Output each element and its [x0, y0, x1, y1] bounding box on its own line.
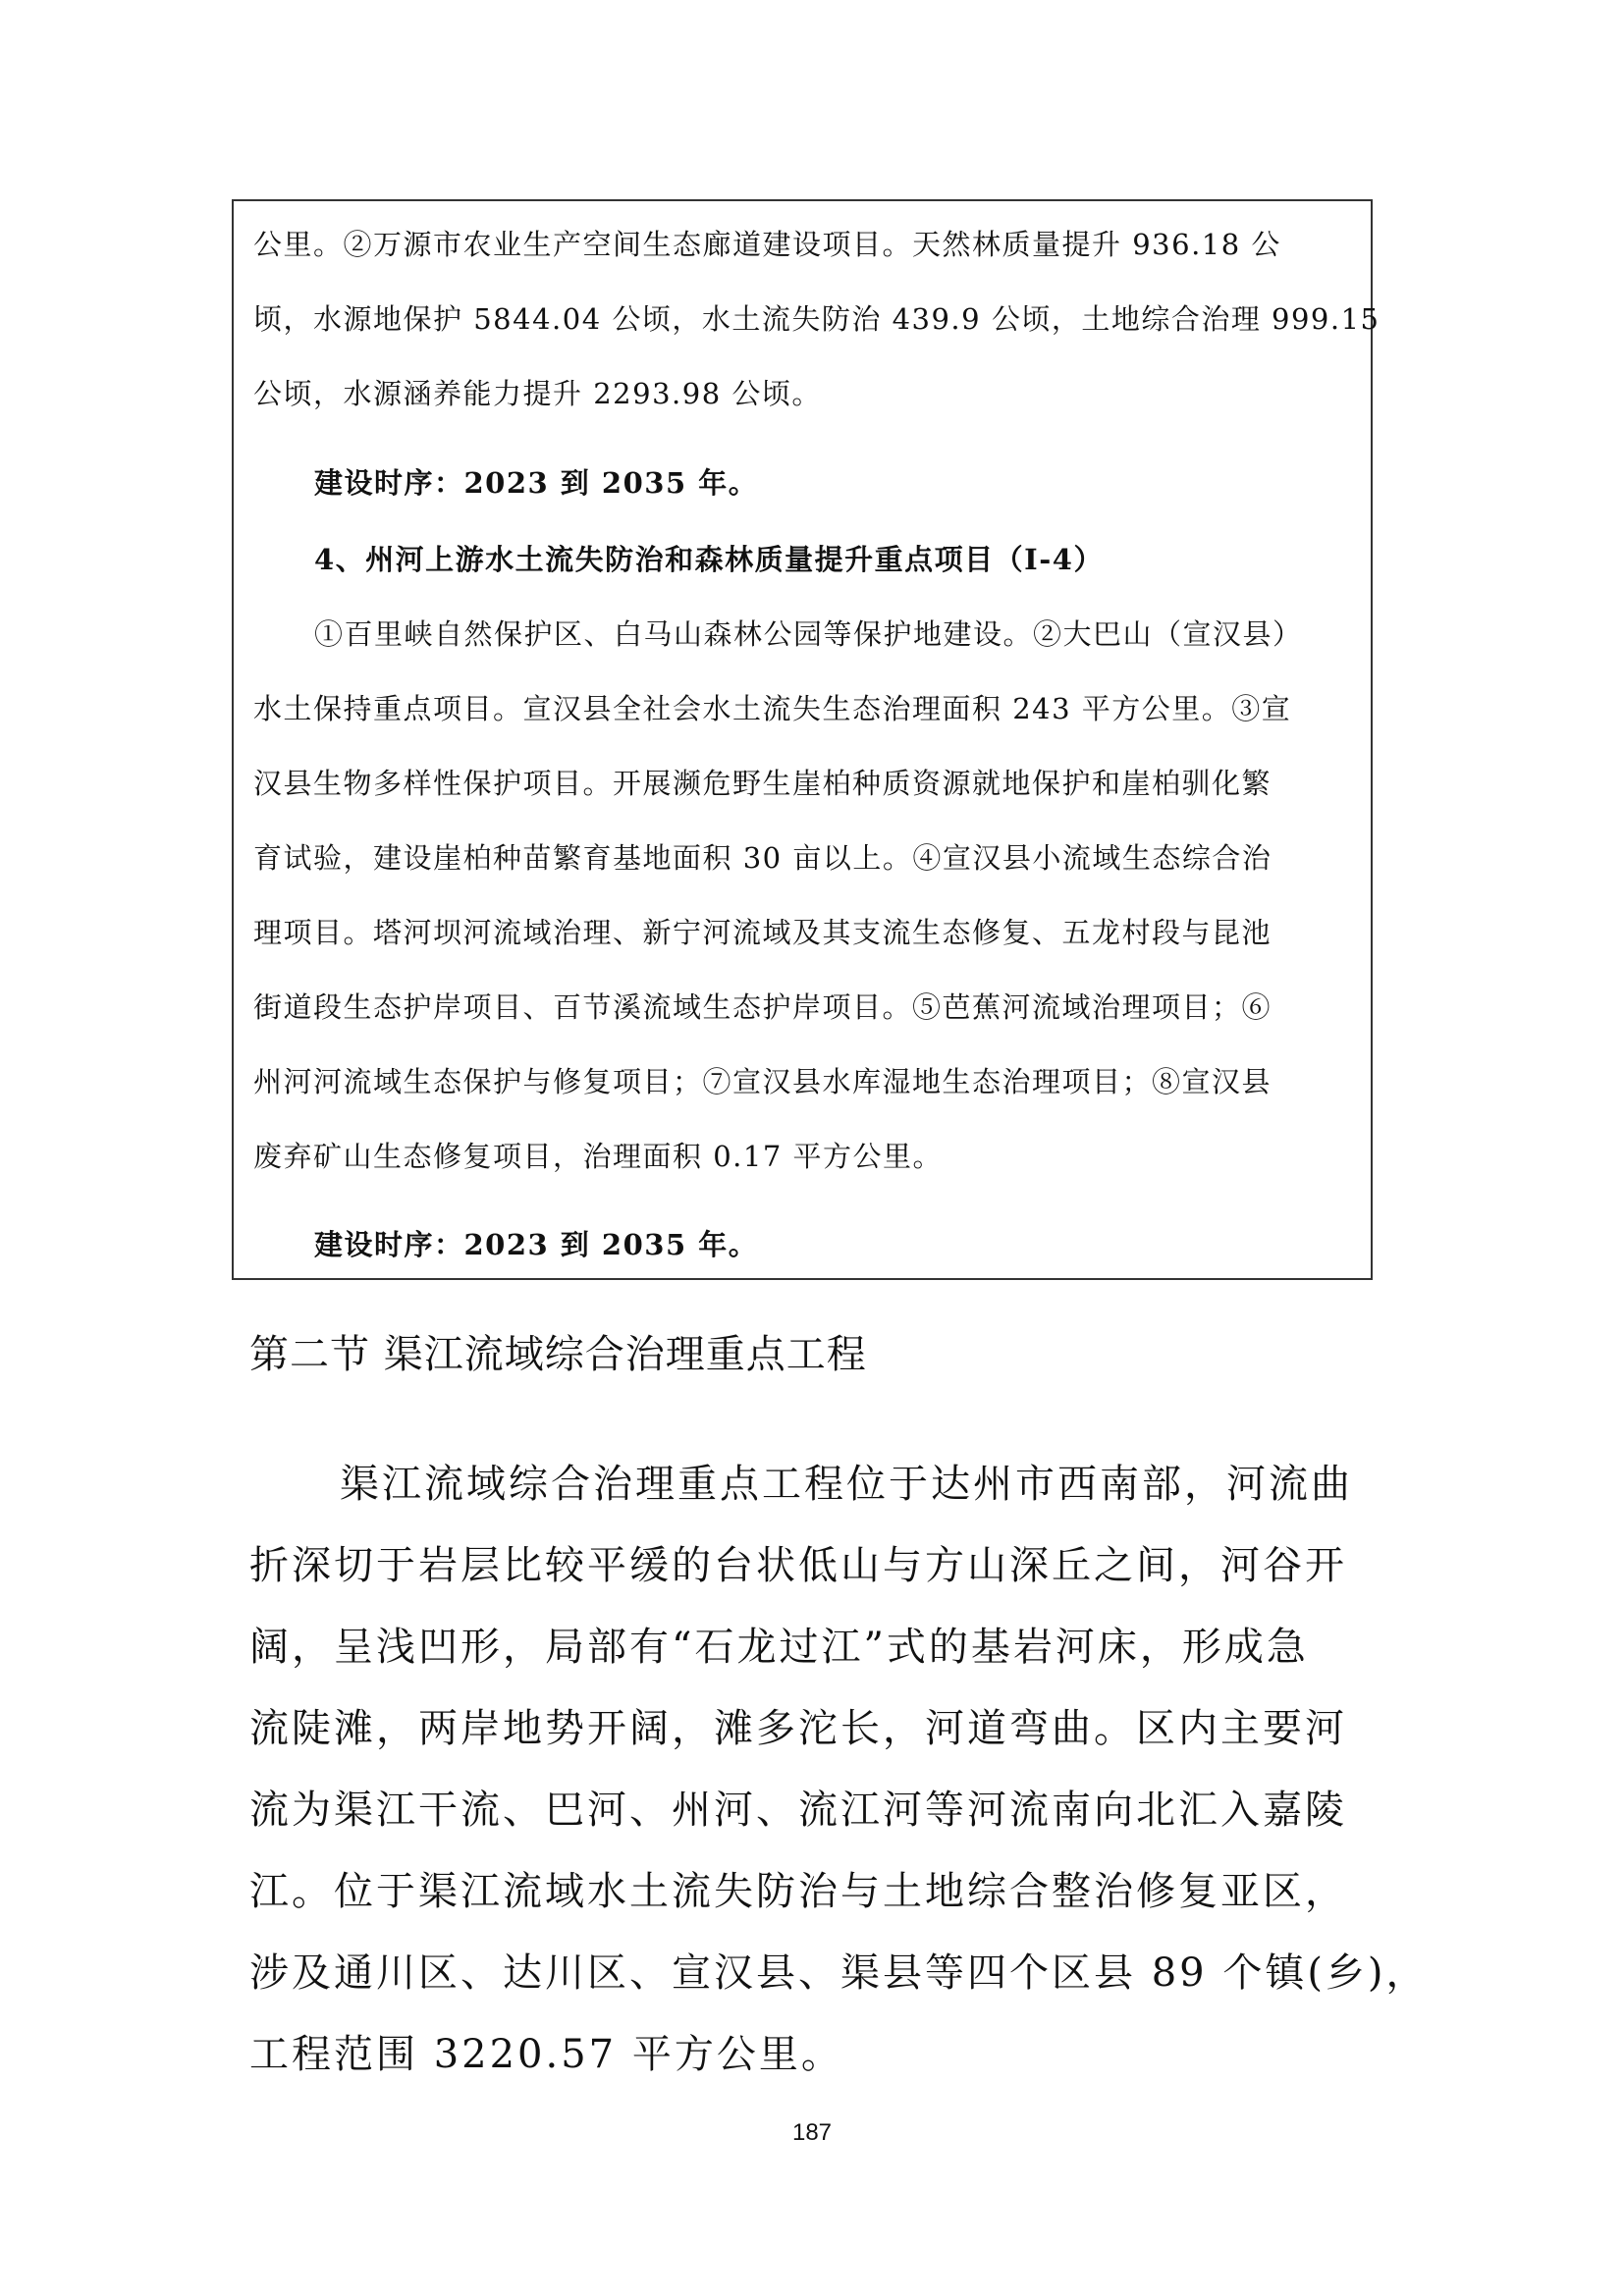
project-info-box [232, 199, 1373, 1280]
box-text-line: ①百里峡自然保护区、白马山森林公园等保护地建设。②大巴山（宣汉县） [314, 617, 1303, 651]
paragraph-line: 江。位于渠江流域水土流失防治与土地综合整治修复亚区， [249, 1869, 1347, 1914]
schedule-line: 建设时序：2023 到 2035 年。 [314, 466, 759, 500]
section-heading: 第二节 渠江流域综合治理重点工程 [249, 1332, 867, 1377]
box-text-line: 汉县生物多样性保护项目。开展濒危野生崖柏种质资源就地保护和崖柏驯化繁 [253, 767, 1272, 800]
paragraph-line: 折深切于岩层比较平缓的台状低山与方山深丘之间，河谷开 [249, 1543, 1347, 1588]
schedule-line: 建设时序：2023 到 2035 年。 [314, 1228, 759, 1261]
box-text-line: 顷，水源地保护 5844.04 公顷，水土流失防治 439.9 公顷，土地综合治理 999.15 [253, 302, 1380, 336]
paragraph-line: 流陡滩，两岸地势开阔，滩多沱长，河道弯曲。区内主要河 [249, 1706, 1347, 1751]
box-text-line: 育试验，建设崖柏种苗繁育基地面积 30 亩以上。④宣汉县小流域生态综合治 [253, 841, 1272, 875]
box-text-line: 水土保持重点项目。宣汉县全社会水土流失生态治理面积 243 平方公里。③宣 [253, 692, 1292, 725]
box-text-line: 州河河流域生态保护与修复项目；⑦宣汉县水库湿地生态治理项目；⑧宣汉县 [253, 1065, 1272, 1098]
page-number: 187 [791, 2119, 833, 2146]
paragraph-line: 阔，呈浅凹形，局部有“石龙过江”式的基岩河床，形成急 [249, 1625, 1309, 1670]
box-text-line: 公里。②万源市农业生产空间生态廊道建设项目。天然林质量提升 936.18 公 [253, 228, 1281, 261]
paragraph-line: 流为渠江干流、巴河、州河、流江河等河流南向北汇入嘉陵 [249, 1788, 1347, 1833]
paragraph-line: 涉及通川区、达川区、宣汉县、渠县等四个区县 89 个镇(乡)， [249, 1950, 1429, 1996]
box-text-line: 废弃矿山生态修复项目，治理面积 0.17 平方公里。 [253, 1140, 944, 1173]
paragraph-line: 工程范围 3220.57 平方公里。 [249, 2032, 843, 2077]
box-text-line: 街道段生态护岸项目、百节溪流域生态护岸项目。⑤芭蕉河流域治理项目；⑥ [253, 990, 1272, 1024]
paragraph-line: 渠江流域综合治理重点工程位于达州市西南部，河流曲 [340, 1462, 1353, 1507]
box-text-line: 理项目。塔河坝河流域治理、新宁河流域及其支流生态修复、五龙村段与昆池 [253, 916, 1272, 949]
box-text-line: 公顷，水源涵养能力提升 2293.98 公顷。 [253, 377, 822, 410]
project-title: 4、州河上游水土流失防治和森林质量提升重点项目（I-4） [314, 543, 1104, 576]
